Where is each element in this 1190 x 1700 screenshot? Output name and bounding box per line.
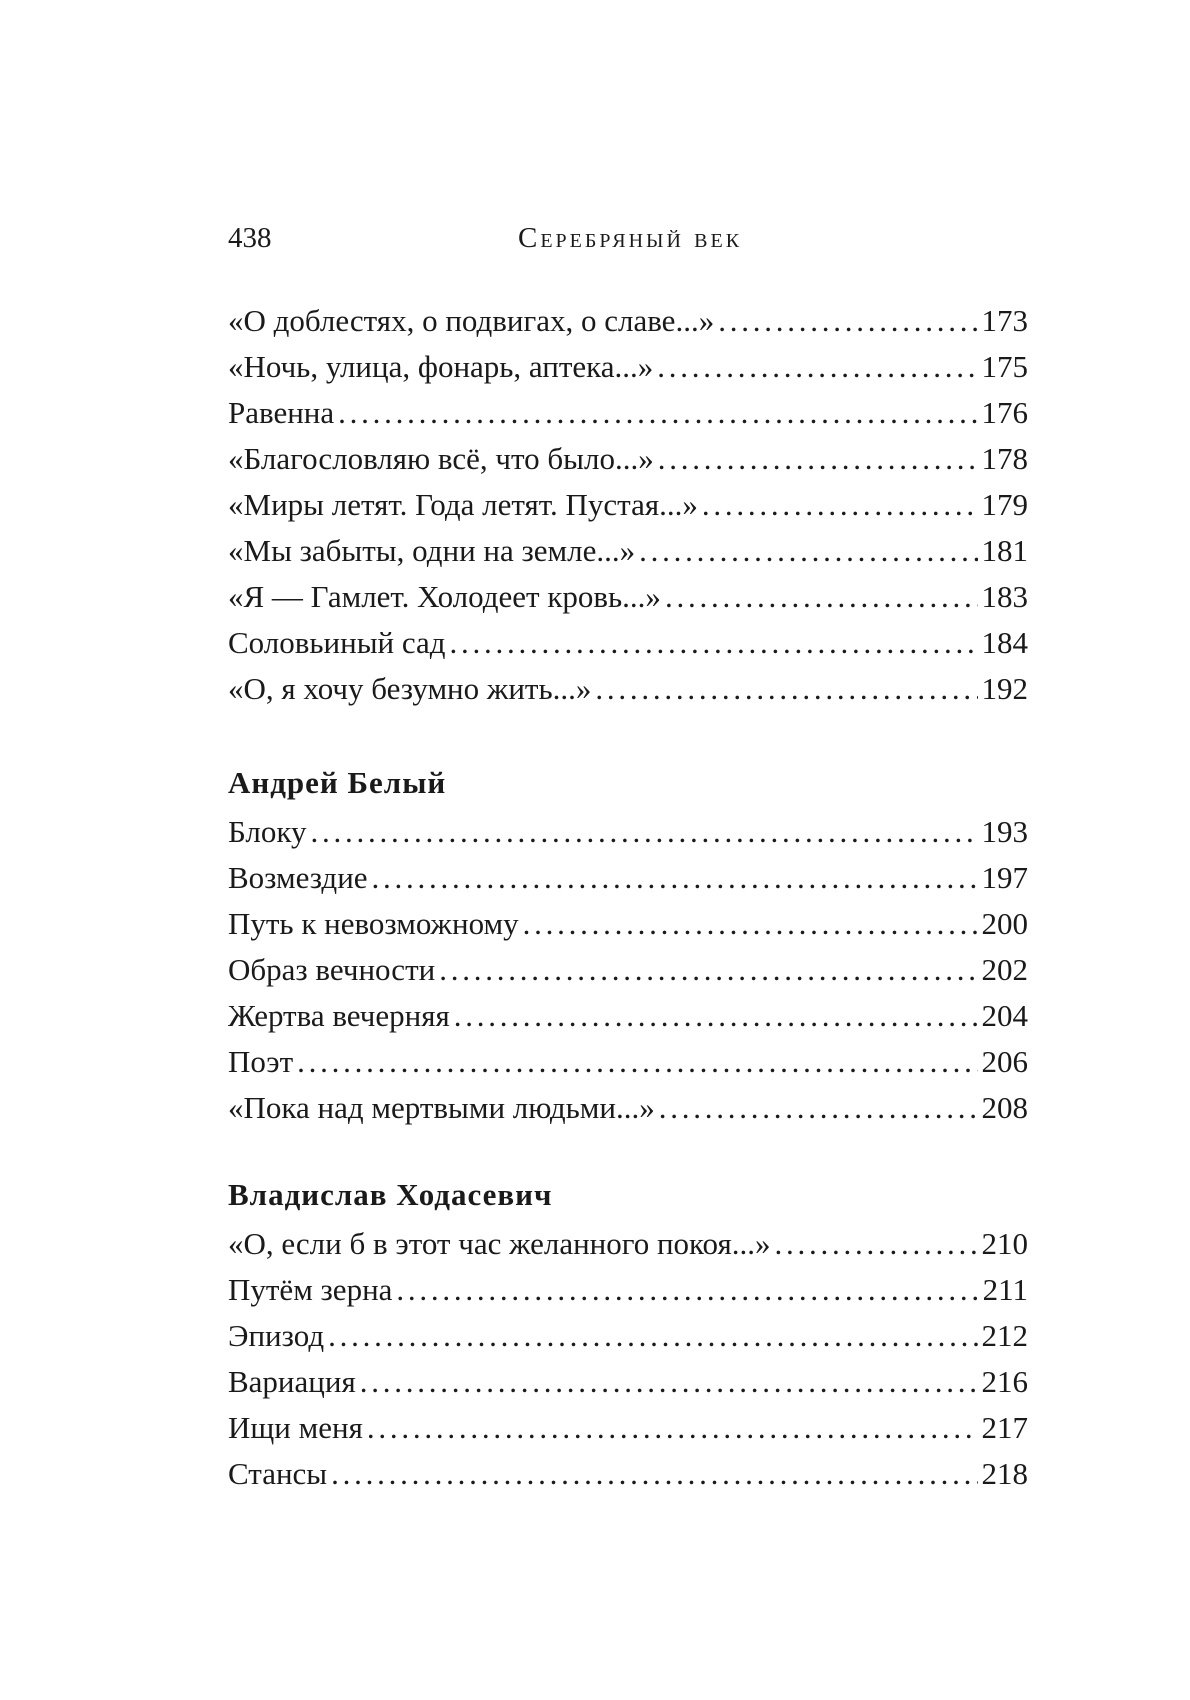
toc-entry <box>228 1359 1028 1405</box>
toc-entry <box>228 666 1028 712</box>
toc-entry-title: «Благословляю всё, что было...» <box>228 441 654 476</box>
toc-entry-page: 210 <box>981 1226 1028 1261</box>
toc-entry-page: 179 <box>981 487 1028 522</box>
toc-entry-page: 202 <box>981 952 1028 987</box>
toc-entry <box>228 390 1028 436</box>
dot-leader <box>310 809 977 855</box>
toc-entry-page: 193 <box>981 814 1028 849</box>
toc-entry <box>228 436 1028 482</box>
toc-entry-page: 184 <box>981 625 1028 660</box>
toc-entry-title: Стансы <box>228 1456 328 1491</box>
toc-entry <box>228 344 1028 390</box>
dot-leader <box>360 1359 978 1405</box>
dot-leader <box>297 1039 977 1085</box>
toc-entry <box>228 1039 1028 1085</box>
toc-entry-page: 208 <box>981 1090 1028 1125</box>
toc-entry-page: 197 <box>981 860 1028 895</box>
toc-entry-page: 181 <box>981 533 1028 568</box>
toc-section-continued <box>228 298 1028 712</box>
toc-entry-title: Путь к невозможному <box>228 906 519 941</box>
toc-entry-page: 192 <box>981 671 1028 706</box>
toc-entry <box>228 809 1028 855</box>
toc-entry-title: Эпизод <box>228 1318 325 1353</box>
toc-entry <box>228 528 1028 574</box>
dot-leader <box>658 436 978 482</box>
dot-leader <box>338 390 977 436</box>
dot-leader <box>396 1267 978 1313</box>
toc-entry-title: Равенна <box>228 395 335 430</box>
toc-entry-page: 218 <box>981 1456 1028 1491</box>
toc-entry-title: Жертва вечерняя <box>228 998 450 1033</box>
dot-leader <box>454 993 978 1039</box>
toc-entry-title: «О, если б в этот час желанного покоя...» <box>228 1226 771 1261</box>
dot-leader <box>702 482 978 528</box>
dot-leader <box>372 855 978 901</box>
toc-entry-page: 217 <box>981 1410 1028 1445</box>
toc-entry <box>228 1405 1028 1451</box>
toc-entry-page: 212 <box>981 1318 1028 1353</box>
dot-leader <box>665 574 978 620</box>
book-title: Серебряный век <box>518 222 743 254</box>
dot-leader <box>595 666 977 712</box>
toc-entry-page: 206 <box>981 1044 1028 1079</box>
toc-entry-title: Вариация <box>228 1364 356 1399</box>
toc-entry <box>228 947 1028 993</box>
dot-leader <box>639 528 977 574</box>
toc-entry-title: Соловьиный сад <box>228 625 446 660</box>
running-header <box>228 220 1028 260</box>
toc-entry-page: 178 <box>981 441 1028 476</box>
toc-entry-title: «Ночь, улица, фонарь, аптека...» <box>228 349 654 384</box>
toc-entry <box>228 298 1028 344</box>
toc-entry <box>228 1267 1028 1313</box>
author-heading: Владислав Ходасевич <box>228 1177 553 1212</box>
toc-entry-title: «Пока над мертвыми людьми...» <box>228 1090 655 1125</box>
toc-entry-title: «Миры летят. Года летят. Пустая...» <box>228 487 698 522</box>
toc-entry <box>228 620 1028 666</box>
toc-entry-title: «Мы забыты, одни на земле...» <box>228 533 636 568</box>
toc-entry <box>228 1451 1028 1497</box>
dot-leader <box>328 1313 977 1359</box>
toc-section-beliy <box>228 763 1028 1131</box>
toc-entry-title: Возмездие <box>228 860 368 895</box>
toc-entry <box>228 1085 1028 1131</box>
toc-entry-page: 173 <box>981 303 1028 338</box>
author-heading: Андрей Белый <box>228 765 447 800</box>
toc-entry-title: Ищи меня <box>228 1410 363 1445</box>
dot-leader <box>331 1451 977 1497</box>
dot-leader <box>439 947 977 993</box>
toc-entry-page: 175 <box>981 349 1028 384</box>
toc-entry <box>228 993 1028 1039</box>
toc-entry-title: Образ вечности <box>228 952 436 987</box>
toc-entry <box>228 574 1028 620</box>
dot-leader <box>718 298 977 344</box>
toc-entry-page: 200 <box>981 906 1028 941</box>
dot-leader <box>450 620 978 666</box>
dot-leader <box>367 1405 978 1451</box>
page-number: 438 <box>228 222 272 254</box>
toc-entry-title: Блоку <box>228 814 307 849</box>
toc-entry <box>228 901 1028 947</box>
toc-entry-title: Поэт <box>228 1044 294 1079</box>
toc-entry <box>228 855 1028 901</box>
toc-entry <box>228 482 1028 528</box>
toc-entry-title: «Я — Гамлет. Холодеет кровь...» <box>228 579 661 614</box>
toc-entry-page: 216 <box>981 1364 1028 1399</box>
toc-entry <box>228 1313 1028 1359</box>
toc-entry-page: 176 <box>981 395 1028 430</box>
dot-leader <box>659 1085 978 1131</box>
toc-entry-title: «О доблестях, о подвигах, о славе...» <box>228 303 715 338</box>
toc-entry-title: «О, я хочу безумно жить...» <box>228 671 592 706</box>
toc-entry-page: 183 <box>981 579 1028 614</box>
dot-leader <box>657 344 977 390</box>
toc-section-khodasevich <box>228 1175 1028 1497</box>
toc-entry-page: 204 <box>981 998 1028 1033</box>
dot-leader <box>523 901 978 947</box>
toc-entry <box>228 1221 1028 1267</box>
dot-leader <box>774 1221 977 1267</box>
toc-entry-title: Путём зерна <box>228 1272 393 1307</box>
toc-entry-page: 211 <box>982 1272 1028 1307</box>
